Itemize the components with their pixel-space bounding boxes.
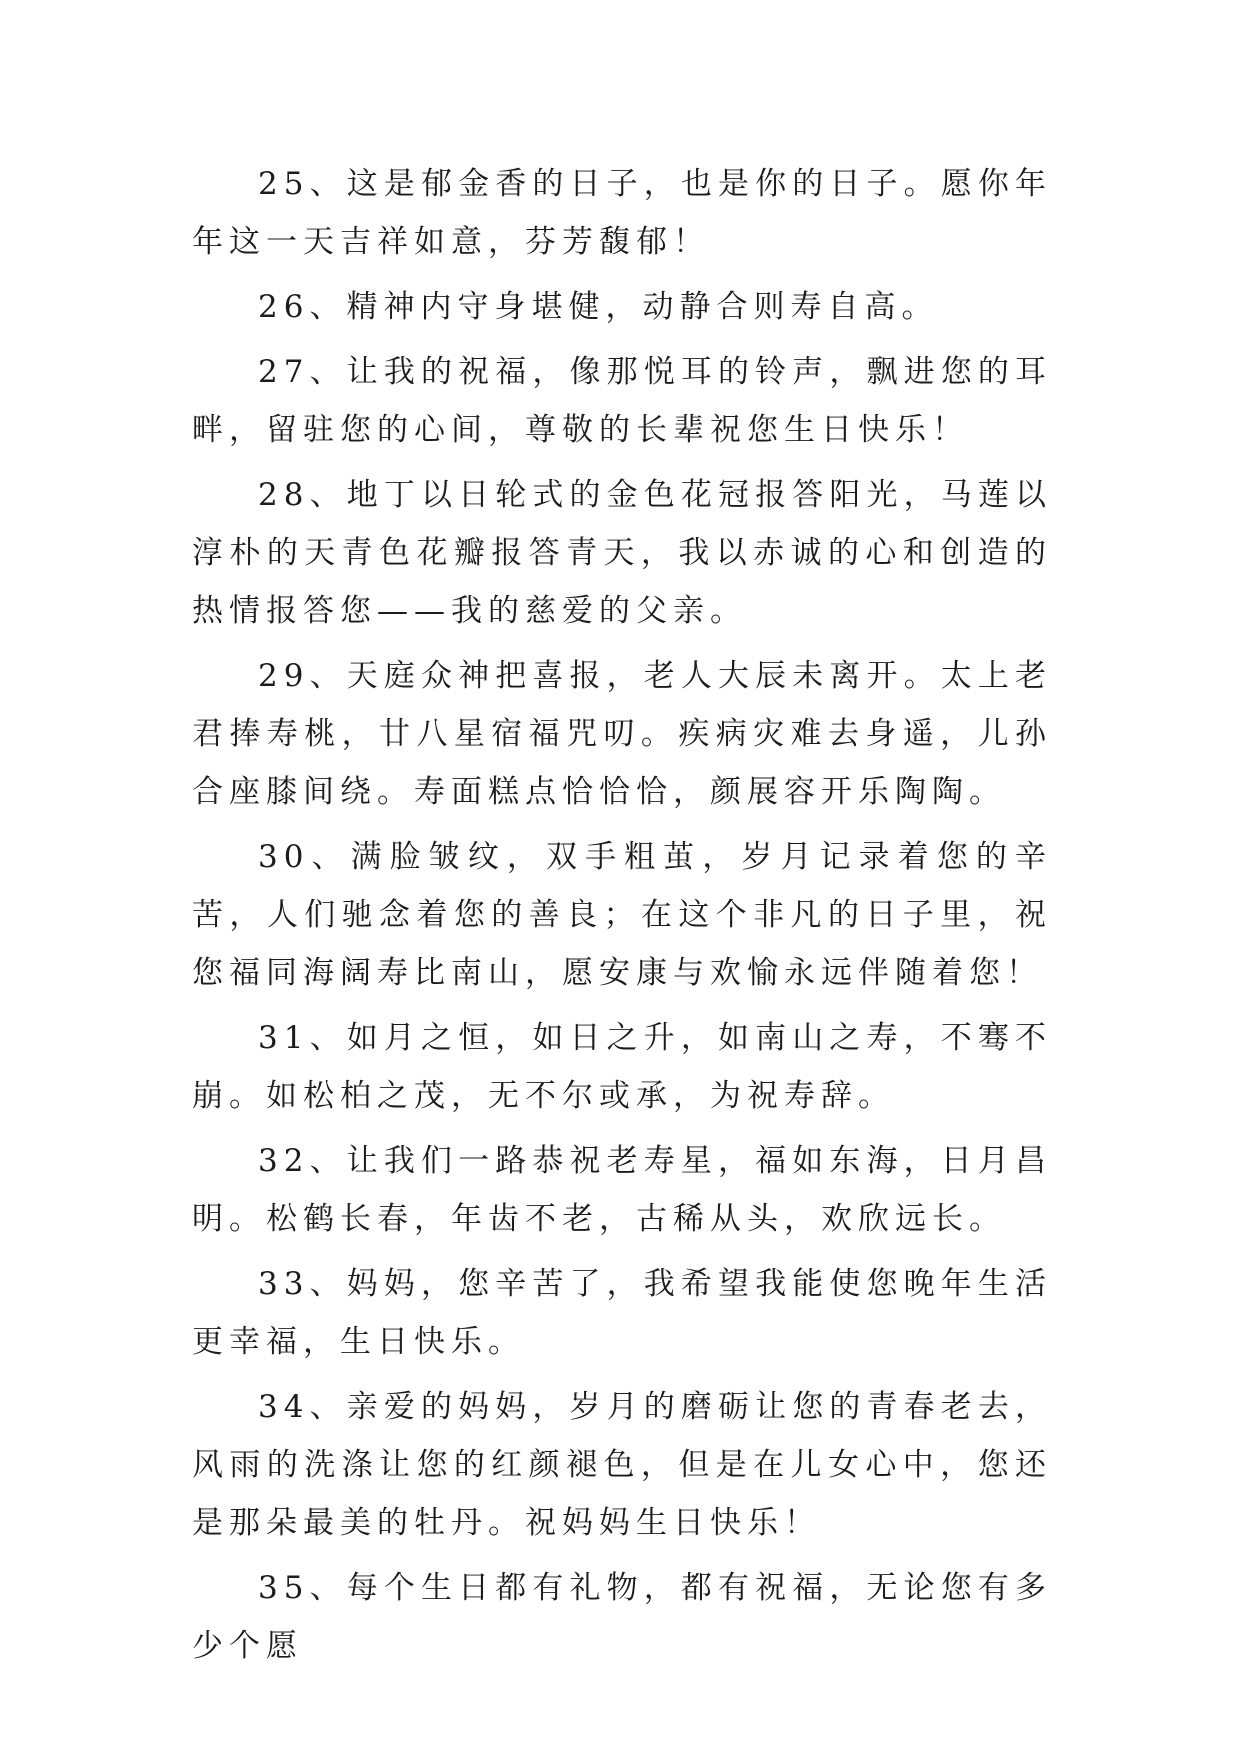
- paragraph-26: 26、精神内守身堪健，动静合则寿自高。: [258, 289, 939, 325]
- paragraph-30: 30、满脸皱纹，双手粗茧，岁月记录着您的辛苦，人们驰念着您的善良；在这个非凡的日子里，祝您福同海阔寿比南山，愿安康与欢愉永远伴随着您！: [192, 839, 1052, 991]
- paragraph-33: 33、妈妈，您辛苦了，我希望我能使您晚年生活更幸福，生日快乐。: [192, 1266, 1052, 1360]
- paragraph-31: 31、如月之恒，如日之升，如南山之寿，不骞不崩。如松柏之茂，无不尔或承，为祝寿辞。: [192, 1020, 1052, 1114]
- paragraph-29: 29、天庭众神把喜报，老人大辰未离开。太上老君捧寿桃，廿八星宿福咒叨。疾病灾难去身遥，儿孙合座膝间绕。寿面糕点恰恰恰，颜展容开乐陶陶。: [192, 658, 1052, 810]
- paragraph-27: 27、让我的祝福，像那悦耳的铃声，飘进您的耳畔，留驻您的心间，尊敬的长辈祝您生日快乐！: [192, 354, 1052, 448]
- paragraph-25: 25、这是郁金香的日子，也是你的日子。愿你年年这一天吉祥如意，芬芳馥郁！: [192, 166, 1052, 260]
- paragraph-32: 32、让我们一路恭祝老寿星，福如东海，日月昌明。松鹤长春，年齿不老，古稀从头，欢欣远长。: [192, 1143, 1052, 1237]
- paragraph-35: 35、每个生日都有礼物，都有祝福，无论您有多少个愿: [192, 1570, 1052, 1664]
- document-body: [192, 155, 1052, 1682]
- paragraph-34: 34、亲爱的妈妈，岁月的磨砺让您的青春老去，风雨的洗涤让您的红颜褪色，但是在儿女心中，您还是那朵最美的牡丹。祝妈妈生日快乐！: [192, 1389, 1052, 1541]
- paragraph-28: 28、地丁以日轮式的金色花冠报答阳光，马莲以淳朴的天青色花瓣报答青天，我以赤诚的心和创造的热情报答您——我的慈爱的父亲。: [192, 477, 1052, 629]
